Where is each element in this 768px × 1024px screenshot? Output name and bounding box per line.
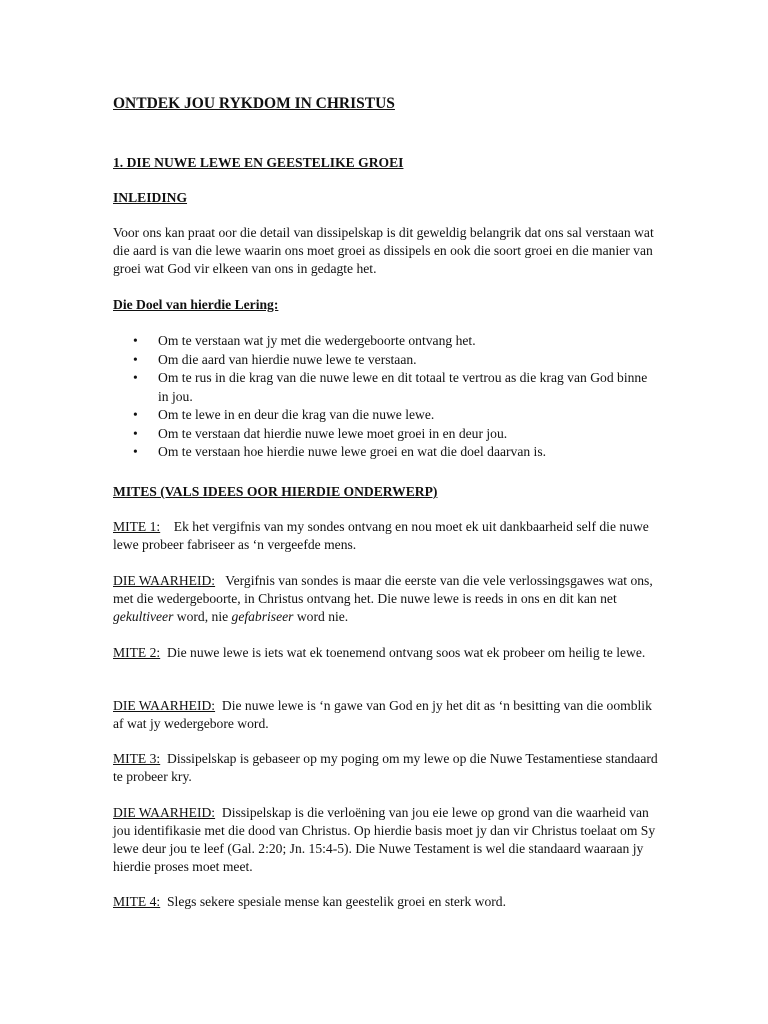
list-item: • Om die aard van hierdie nuwe lewe te verstaan. bbox=[113, 351, 661, 370]
myth-4 bbox=[113, 893, 661, 911]
bullet-icon: • bbox=[133, 407, 138, 422]
bullet-icon: • bbox=[133, 351, 138, 367]
truth-2 bbox=[113, 697, 661, 733]
myth-2 bbox=[113, 644, 661, 662]
truth-3 bbox=[113, 804, 661, 876]
truth-2-text: Die nuwe lewe is ‘n gawe van God en jy het dit as ‘n besitting van die oomblik af wat jy wedergebore word. bbox=[113, 698, 652, 731]
emphasis-fabricated: gefabriseer bbox=[231, 609, 294, 624]
emphasis-cultivated: gekultiveer bbox=[113, 609, 174, 624]
bullet-icon: • bbox=[133, 425, 138, 441]
truth-3-text: Dissipelskap is die verloëning van jou eie lewe op grond van die waarheid van jou identifikasie met die dood van Christus. Op hierdie basis moet jy dan vir Christus toelaat om Sy lewe deur jou te leef (Gal. 2:20; Jn. 15:4-5). Die Nuwe Testament is wel die standaard waaraan jy hierdie proses moet meet. bbox=[113, 805, 656, 874]
myth-2-text: Die nuwe lewe is iets wat ek toenemend ontvang soos wat ek probeer om heilig te lewe. bbox=[167, 645, 646, 660]
truth-2-label: DIE WAARHEID: bbox=[113, 698, 216, 713]
myth-2-label: MITE 2: bbox=[113, 645, 161, 660]
bullet-icon: • bbox=[133, 333, 138, 348]
list-item: • Om te verstaan dat hierdie nuwe lewe moet groei in en deur jou. bbox=[113, 425, 661, 444]
intro-paragraph: Voor ons kan praat oor die detail van dissipelskap is dit geweldig belangrik dat ons sal verstaan wat die aard is van die lewe waarin ons moet groei as dissipels en ook die soort groei en die manier van groei wat God vir elkeen van ons in gedagte het. bbox=[113, 225, 654, 276]
document-title: ONTDEK JOU RYKDOM IN CHRISTUS bbox=[113, 95, 395, 112]
myth-1-label: MITE 1: bbox=[113, 519, 161, 534]
list-item: • Om te verstaan wat jy met die wedergeboorte ontvang het. bbox=[113, 332, 661, 351]
truth-1: DIE WAARHEID: Vergifnis van sondes is maar die eerste van die vele verlossingsgawes wat ons, met die wedergeboorte, in Christus ontvang het. Die nuwe lewe is reeds in ons en dit kan net gekultiveer word, nie gefabriseer word nie. bbox=[113, 573, 653, 624]
truth-1-label: DIE WAARHEID: bbox=[113, 573, 216, 588]
list-item: • Om te lewe in en deur die krag van die nuwe lewe. bbox=[113, 406, 661, 425]
myth-1 bbox=[113, 518, 661, 554]
bullet-icon: • bbox=[133, 444, 138, 459]
myth-3-text: Dissipelskap is gebaseer op my poging om my lewe op die Nuwe Testamentiese standaard te probeer kry. bbox=[113, 751, 658, 784]
bullet-icon: • bbox=[133, 370, 138, 385]
truth-3-label: DIE WAARHEID: bbox=[113, 805, 216, 820]
myth-4-text: Slegs sekere spesiale mense kan geestelik groei en sterk word. bbox=[167, 894, 506, 909]
purpose-heading: Die Doel van hierdie Lering: bbox=[113, 297, 279, 312]
myth-3 bbox=[113, 750, 661, 786]
purpose-list bbox=[113, 332, 661, 462]
myth-3-label: MITE 3: bbox=[113, 751, 161, 766]
list-item: • Om te rus in die krag van die nuwe lewe en dit totaal te vertrou as die krag van God binne in jou. bbox=[133, 370, 648, 404]
myth-1-text: Ek het vergifnis van my sondes ontvang en nou moet ek uit dankbaarheid self die nuwe lewe probeer fabriseer as ‘n vergeefde mens. bbox=[113, 519, 649, 552]
section-heading: 1. DIE NUWE LEWE EN GEESTELIKE GROEI bbox=[113, 155, 404, 170]
myth-4-label: MITE 4: bbox=[113, 894, 161, 909]
list-item: • Om te verstaan hoe hierdie nuwe lewe groei en wat die doel daarvan is. bbox=[113, 443, 661, 462]
myths-heading: MITES (VALS IDEES OOR HIERDIE ONDERWERP) bbox=[113, 484, 438, 499]
intro-heading: INLEIDING bbox=[113, 190, 188, 205]
